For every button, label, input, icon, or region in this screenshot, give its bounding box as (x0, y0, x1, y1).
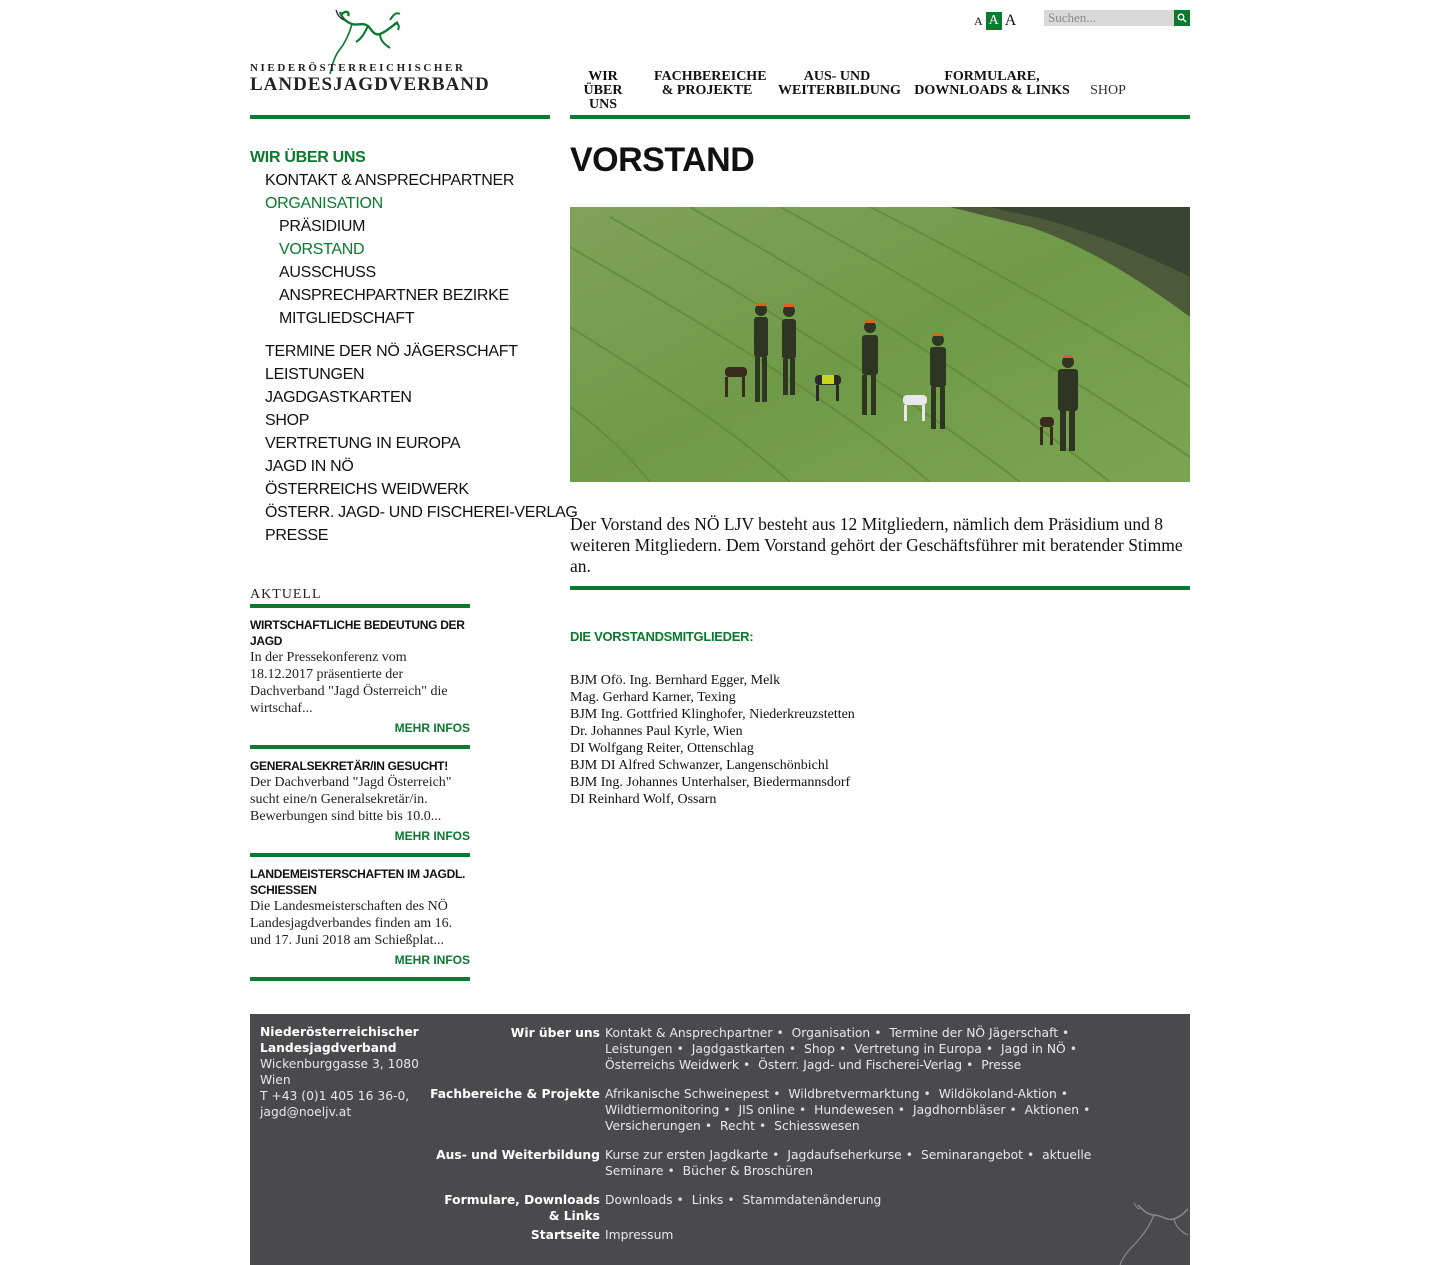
sidebar-divider (250, 115, 550, 119)
nav-fachbereiche-projekte[interactable] (654, 69, 767, 100)
footer-links (605, 1147, 1150, 1179)
news-teaser: In der Pressekonferenz vom 18.12.2017 präsentierte der Dachverband "Jagd Österreich" die wirtschaf... (250, 650, 448, 716)
nav-label: WEITERBILDUNG (778, 83, 901, 98)
footer-link[interactable]: Hundewesen (814, 1103, 894, 1117)
footer-row (430, 1192, 1150, 1224)
sidebar-item-termine[interactable]: TERMINE DER NÖ JÄGERSCHAFT (265, 343, 518, 360)
sidebar-item-kontakt[interactable]: KONTAKT & ANSPRECHPARTNER (265, 172, 515, 189)
footer-org-name: Landesjagdverband (260, 1041, 397, 1055)
content-divider (570, 586, 1190, 590)
sidebar-item-vertretung-europa[interactable]: VERTRETUNG IN EUROPA (265, 435, 461, 452)
footer-links (605, 1227, 1150, 1243)
link-separator: • (704, 1119, 713, 1133)
footer-link[interactable]: Links (691, 1193, 724, 1207)
nav-label: WIR (588, 69, 618, 84)
footer (250, 1014, 1190, 1265)
sidebar-navigation (250, 146, 578, 547)
sidebar-item-ansprechpartner-bezirke[interactable]: ANSPRECHPARTNER BEZIRKE (279, 287, 509, 304)
page-container (250, 0, 1190, 1265)
footer-link[interactable]: Jagdaufseherkurse (787, 1148, 902, 1162)
news-entry (250, 608, 470, 736)
list-item: DI Wolfgang Reiter, Ottenschlag (570, 741, 754, 756)
logo-line-1: NIEDERÖSTERREICHISCHER (250, 62, 466, 74)
link-separator: • (727, 1193, 735, 1207)
more-info-link[interactable]: MEHR INFOS (394, 829, 470, 843)
footer-link[interactable]: Jagdgastkarten (691, 1042, 785, 1056)
nav-label: FACHBEREICHE (654, 69, 767, 84)
members-heading: DIE VORSTANDSMITGLIEDER: (570, 629, 754, 644)
news-headline[interactable]: LANDEMEISTERSCHAFTEN IM JAGDL. SCHIESSEN (250, 867, 466, 897)
font-size-small-button[interactable]: A (974, 14, 983, 28)
footer-link[interactable]: Termine der NÖ Jägerschaft (889, 1026, 1059, 1040)
news-teaser: Die Landesmeisterschaften des NÖ Landesjagdverbandes finden am 16. und 17. Juni 2018 am Schießplat... (250, 899, 453, 948)
footer-phone: T +43 (0)1 405 16 36-0, (260, 1089, 410, 1103)
sidebar-item-presse[interactable]: PRESSE (265, 527, 329, 544)
link-separator: • (1069, 1042, 1077, 1056)
footer-row (430, 1147, 1150, 1179)
footer-link[interactable]: Downloads (605, 1193, 673, 1207)
footer-link[interactable]: Kurse zur ersten Jagdkarte (605, 1148, 769, 1162)
hunters-field-image (570, 207, 1190, 482)
footer-links (605, 1086, 1150, 1134)
news-headline[interactable]: GENERALSEKRETÄR/IN GESUCHT! (250, 759, 448, 773)
news-title: AKTUELL (250, 587, 322, 602)
list-item: BJM DI Alfred Schwanzer, Langenschönbichl (570, 758, 829, 773)
footer-link[interactable]: aktuelle Seminare (605, 1148, 1092, 1178)
footer-link[interactable]: Wildökoland-Aktion (938, 1087, 1057, 1101)
list-item: Mag. Gerhard Karner, Texing (570, 690, 736, 705)
footer-links (605, 1192, 1150, 1224)
footer-city: Wien (260, 1073, 291, 1087)
search-icon (1177, 13, 1187, 23)
news-divider (250, 977, 470, 981)
search-box (1044, 10, 1190, 26)
footer-link[interactable]: Stammdatenänderung (742, 1193, 882, 1207)
footer-link[interactable]: Organisation (791, 1026, 871, 1040)
footer-links (605, 1025, 1150, 1073)
footer-link[interactable]: Shop (804, 1042, 835, 1056)
link-separator: • (923, 1087, 931, 1101)
link-separator: • (723, 1103, 731, 1117)
nav-wir-ueber-uns[interactable] (570, 69, 636, 112)
footer-link[interactable]: Aktionen (1024, 1103, 1080, 1117)
sidebar-item-mitgliedschaft[interactable]: MITGLIEDSCHAFT (279, 310, 415, 327)
footer-org-name: Niederösterreichischer (260, 1025, 419, 1039)
link-separator: • (838, 1042, 847, 1056)
hero-photo (570, 207, 1190, 482)
footer-link[interactable]: Österr. Jagd- und Fischerei-Verlag (758, 1058, 963, 1072)
link-separator: • (788, 1042, 797, 1056)
footer-link[interactable]: Jagdhornbläser (912, 1103, 1006, 1117)
footer-row-label[interactable]: Startseite (530, 1228, 600, 1242)
site-logo[interactable] (250, 8, 490, 98)
link-separator: • (897, 1103, 906, 1117)
more-info-link[interactable]: MEHR INFOS (394, 953, 470, 967)
footer-link[interactable]: Kontakt & Ansprechpartner (605, 1026, 773, 1040)
link-separator: • (905, 1148, 914, 1162)
footer-row-label[interactable]: Wir über uns (510, 1026, 600, 1040)
footer-row-label[interactable]: Aus- und Weiterbildung (436, 1148, 600, 1162)
footer-row (430, 1025, 1150, 1073)
link-separator: • (1062, 1026, 1070, 1040)
footer-address (260, 1024, 440, 1120)
footer-link[interactable]: Wildbretvermarktung (788, 1087, 920, 1101)
main-navigation (570, 69, 1146, 112)
link-separator: • (1009, 1103, 1017, 1117)
footer-link[interactable]: Impressum (605, 1228, 674, 1242)
footer-row-label[interactable]: Fachbereiche & Projekte (430, 1087, 600, 1101)
link-separator: • (772, 1148, 780, 1162)
link-separator: • (773, 1087, 781, 1101)
nav-label: DOWNLOADS & LINKS (914, 83, 1070, 98)
footer-row (430, 1086, 1150, 1134)
nav-label: AUS- UND (803, 69, 871, 84)
nav-label: ÜBER UNS (583, 83, 623, 112)
link-separator: • (1060, 1087, 1069, 1101)
footer-email[interactable]: jagd@noeljv.at (260, 1105, 352, 1119)
deer-watermark-icon (1118, 1201, 1190, 1265)
search-input[interactable] (1044, 10, 1174, 26)
spacer (250, 330, 550, 340)
link-separator: • (676, 1193, 684, 1207)
footer-link[interactable]: Afrikanische Schweinepest (605, 1087, 770, 1101)
nav-formulare-downloads[interactable] (914, 70, 1070, 100)
footer-link[interactable]: Recht (720, 1119, 755, 1133)
sidebar-item-jagd-in-noe[interactable]: JAGD IN NÖ (265, 458, 354, 475)
sidebar-item-ausschuss[interactable]: AUSSCHUSS (279, 264, 376, 281)
sidebar-item-jagdgastkarten[interactable]: JAGDGASTKARTEN (265, 389, 412, 406)
nav-label: & PROJEKTE (661, 83, 753, 98)
sidebar-item-leistungen[interactable]: LEISTUNGEN (265, 366, 365, 383)
members-list (570, 672, 855, 808)
footer-link[interactable]: Wildtiermonitoring (605, 1103, 720, 1117)
link-separator: • (874, 1026, 882, 1040)
header-divider (570, 115, 1190, 119)
list-item: BJM Ofö. Ing. Bernhard Egger, Melk (570, 673, 781, 688)
news-headline[interactable]: WIRTSCHAFTLICHE BEDEUTUNG DER JAGD (250, 618, 465, 648)
font-size-switcher (974, 10, 1016, 30)
link-separator: • (758, 1119, 767, 1133)
footer-link[interactable]: Versicherungen (605, 1119, 701, 1133)
news-entry (250, 857, 470, 968)
link-separator: • (676, 1042, 684, 1056)
footer-link[interactable]: Jagd in NÖ (1001, 1042, 1066, 1056)
intro-text: Der Vorstand des NÖ LJV besteht aus 12 Mitgliedern, nämlich dem Präsidium und 8 weiteren Mitgliedern. Dem Vorstand gehört der Geschäftsführer mit beratender Stimme an. (570, 514, 1183, 576)
list-item: BJM Ing. Gottfried Klinghofer, Niederkreuzstetten (570, 707, 855, 722)
search-button[interactable] (1174, 10, 1190, 26)
sidebar-item-praesidium[interactable]: PRÄSIDIUM (279, 218, 366, 235)
sidebar-section-title[interactable]: WIR ÜBER UNS (250, 149, 366, 166)
footer-row (430, 1227, 1150, 1243)
footer-link[interactable]: Österreichs Weidwerk (605, 1058, 739, 1072)
sidebar-item-shop[interactable]: SHOP (265, 412, 310, 429)
nav-label: FORMULARE, (944, 69, 1040, 84)
font-size-large-button[interactable]: A (1004, 12, 1017, 29)
link-separator: • (798, 1103, 807, 1117)
link-separator: • (985, 1042, 994, 1056)
font-size-medium-button[interactable]: A (986, 12, 1002, 30)
nav-shop[interactable]: SHOP (1090, 83, 1126, 98)
main-content (570, 140, 1190, 807)
link-separator: • (966, 1058, 974, 1072)
link-separator: • (1026, 1148, 1035, 1162)
news-entry (250, 749, 470, 844)
sidebar-item-verlag[interactable]: ÖSTERR. JAGD- UND FISCHEREI-VERLAG (265, 504, 578, 521)
footer-link[interactable]: Presse (981, 1058, 1022, 1072)
list-item: Dr. Johannes Paul Kyrle, Wien (570, 724, 743, 739)
nav-aus-weiterbildung[interactable] (778, 69, 901, 100)
link-separator: • (1083, 1103, 1091, 1117)
footer-street: Wickenburggasse 3, 1080 (260, 1057, 419, 1071)
page-title: VORSTAND (570, 141, 755, 179)
link-separator: • (776, 1026, 784, 1040)
news-panel (250, 585, 470, 981)
sidebar-item-weidwerk[interactable]: ÖSTERREICHS WEIDWERK (265, 481, 469, 498)
news-teaser: Der Dachverband "Jagd Österreich" sucht eine/n Generalsekretär/in. Bewerbungen sind bitte bis 10.0... (250, 775, 452, 824)
footer-link[interactable]: Seminarangebot (920, 1148, 1023, 1162)
footer-link[interactable]: Bücher & Broschüren (682, 1164, 814, 1178)
list-item: BJM Ing. Johannes Unterhalser, Biedermannsdorf (570, 775, 851, 790)
footer-link[interactable]: Leistungen (605, 1042, 673, 1056)
link-separator: • (667, 1164, 675, 1178)
more-info-link[interactable]: MEHR INFOS (394, 721, 470, 735)
sidebar-item-organisation[interactable]: ORGANISATION (265, 195, 383, 212)
footer-link[interactable]: JIS online (738, 1103, 795, 1117)
sidebar-item-vorstand[interactable]: VORSTAND (279, 241, 365, 258)
footer-row-label[interactable]: Formulare, Downloads & Links (444, 1193, 600, 1223)
logo-line-2: LANDESJAGDVERBAND (250, 74, 490, 95)
footer-link[interactable]: Schiesswesen (774, 1119, 860, 1133)
footer-link[interactable]: Vertretung in Europa (854, 1042, 982, 1056)
link-separator: • (742, 1058, 751, 1072)
list-item: DI Reinhard Wolf, Ossarn (570, 792, 717, 807)
